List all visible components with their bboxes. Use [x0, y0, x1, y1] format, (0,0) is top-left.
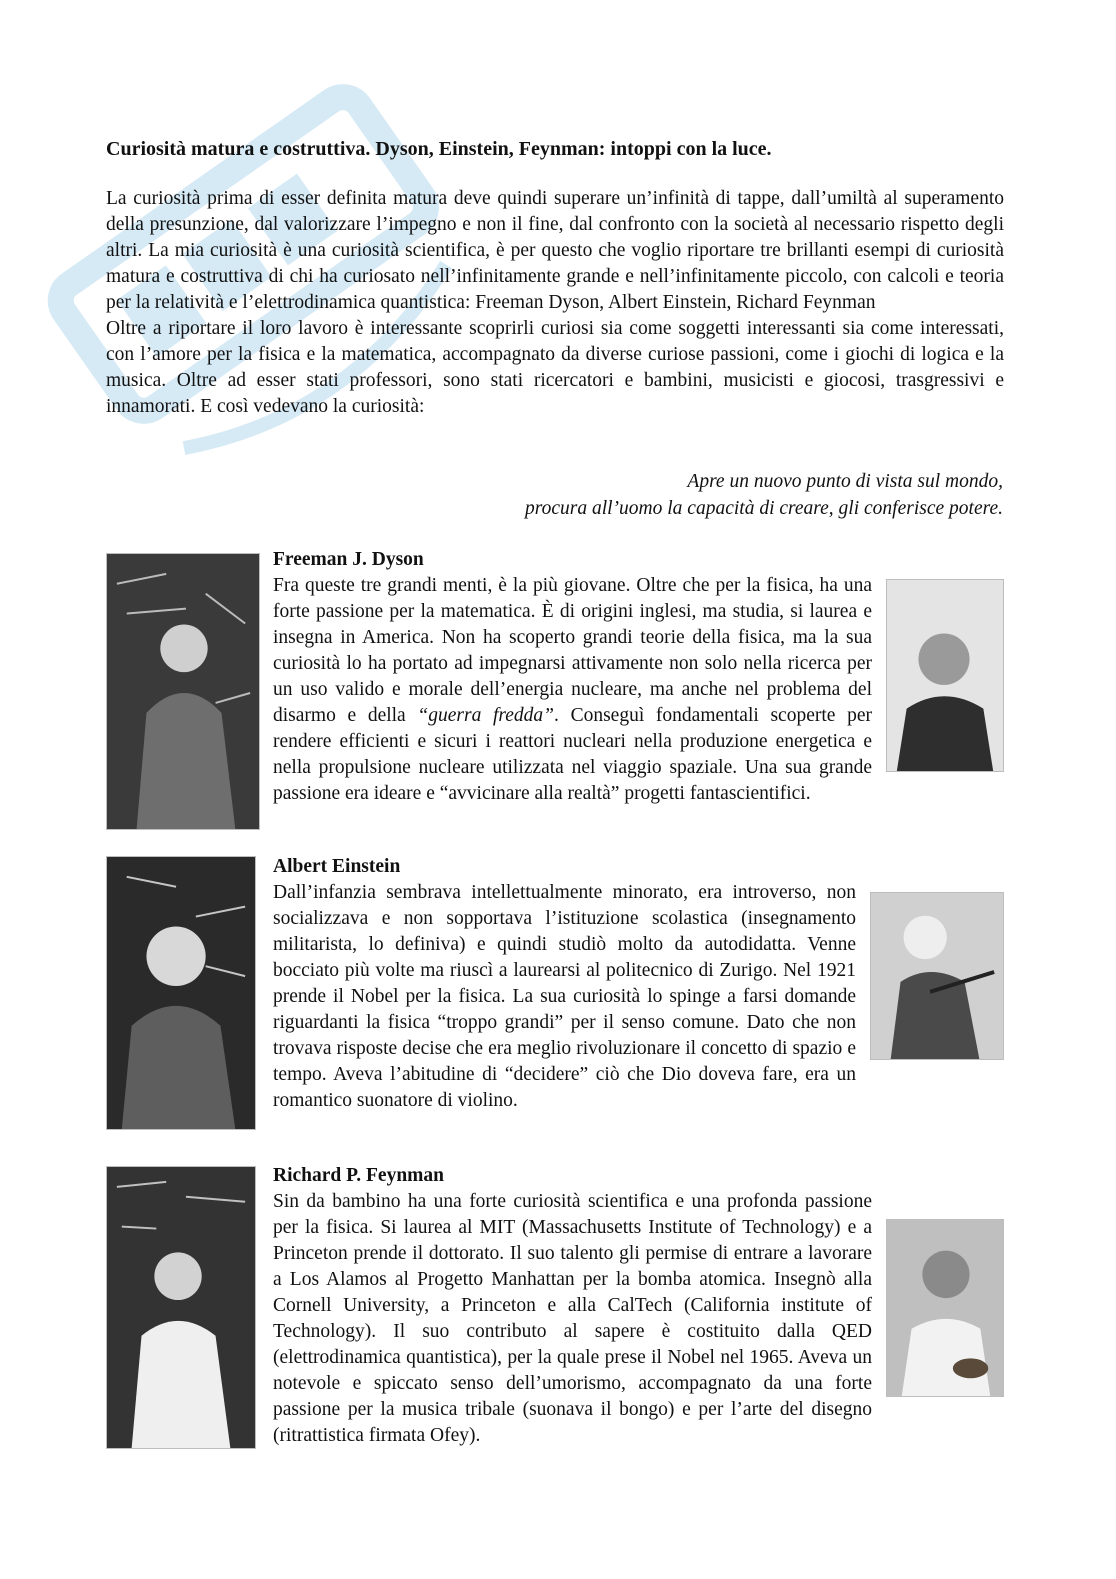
einstein-blackboard-photo	[106, 856, 256, 1130]
intro-paragraph: Oltre a riportare il loro lavoro è interessante scoprirli curiosi sia come soggetti interessanti sia come interessati, con l’amore per la fisica e la matematica, accompagnato da diverse curiose passioni, come i giochi di logica e la musica. Oltre ad esser stati professori, sono stati ricercatori e bambini, musicisti e giocosi, trasgressivi e innamorati. E così vedevano la curiosità:	[106, 318, 1004, 417]
dyson-blackboard-photo	[106, 553, 260, 830]
feynman-blackboard-photo	[106, 1166, 256, 1449]
bio-dyson	[273, 547, 1004, 807]
dyson-portrait-photo	[886, 579, 1004, 772]
intro-section	[106, 186, 1004, 420]
bio-text: Fra queste tre grandi menti, è la più giovane. Oltre che per la fisica, ha una forte passione per la matematica. È di origini inglesi, ma studia, si laurea e insegna in America. Non ha scoperto grandi teorie della fisica, ma la sua curiosità lo ha portato ad impegnarsi attivamente non solo nella ricerca per un uso valido e morale dell’energia nucleare, ma anche nel problema del disarmo e della “guerra fredda”. Conseguì fondamentali scoperte per rendere efficienti e sicuri i reattori nucleari nella produzione energetica e nella propulsione nucleare utilizzata nel viaggio spaziale. Una sua grande passione era ideare e “avvicinare alla realtà” progetti fantascientifici.	[273, 575, 872, 804]
quote-line: procura all’uomo la capacità di creare, gli conferisce potere.	[524, 498, 1003, 519]
page-title: Curiosità matura e costruttiva. Dyson, Einstein, Feynman: intoppi con la luce.	[106, 138, 772, 160]
bio-feynman	[273, 1163, 1004, 1449]
bio-text: Sin da bambino ha una forte curiosità scientifica e una profonda passione per la fisica. Si laurea al MIT (Massachusetts Institute of Technology) e a Princeton prende il dottorato. Il suo talento gli permise di entrare a lavorare a Los Alamos al Progetto Manhattan per la bomba atomica. Insegnò alla Cornell University, a Princeton e alla CalTech (California institute of Technology). Il suo contributo al sapere è costituito dalla QED (elettrodinamica quantistica), per la quale prese il Nobel nel 1965. Aveva un notevole e spiccato senso dell’umorismo, accompagnato da una forte passione per la musica tribale (suonava il bongo) e per l’arte del disegno (ritrattistica firmata Ofey).	[273, 1191, 872, 1446]
bio-name: Freeman J. Dyson	[273, 549, 424, 570]
intro-paragraph: La curiosità prima di esser definita matura deve quindi superare un’infinità di tappe, dall’umiltà al superamento della presunzione, dal valorizzare l’impegno e non il fine, dal confronto con la società al necessario rispetto degli altri. La mia curiosità è una curiosità scientifica, è per questo che voglio riportare tre brillanti esempi di curiosità matura e costruttiva di chi ha curiosato nell’infinitamente grande e nell’infinitamente piccolo, con calcoli e teoria per la relatività e l’elettrodinamica quantistica: Freeman Dyson, Albert Einstein, Richard Feynman	[106, 188, 1004, 313]
feynman-bongo-photo	[886, 1219, 1004, 1397]
quote-block	[300, 468, 1003, 522]
einstein-violin-photo	[870, 892, 1004, 1060]
bio-name: Albert Einstein	[273, 856, 401, 877]
bio-text: Dall’infanzia sembrava intellettualmente minorato, era introverso, non socializzava e non sopportava l’istituzione scolastica (insegnamento militarista, lo definiva) e quindi studiò molto da autodidatta. Venne bocciato più volte ma riuscì a laurearsi al politecnico di Zurigo. Nel 1921 prende il Nobel per la fisica. La sua curiosità lo spinge a farsi domande riguardanti la fisica “troppo grandi” per il senso comune. Dato che non trovava risposte decise che era meglio rivoluzionare il concetto di spazio e tempo. Aveva l’abitudine di “decidere” ciò che Dio doveva fare, era un romantico suonatore di violino.	[273, 882, 856, 1111]
quote-line: Apre un nuovo punto di vista sul mondo,	[687, 471, 1003, 492]
bio-einstein	[273, 854, 1004, 1114]
bio-name: Richard P. Feynman	[273, 1165, 444, 1186]
